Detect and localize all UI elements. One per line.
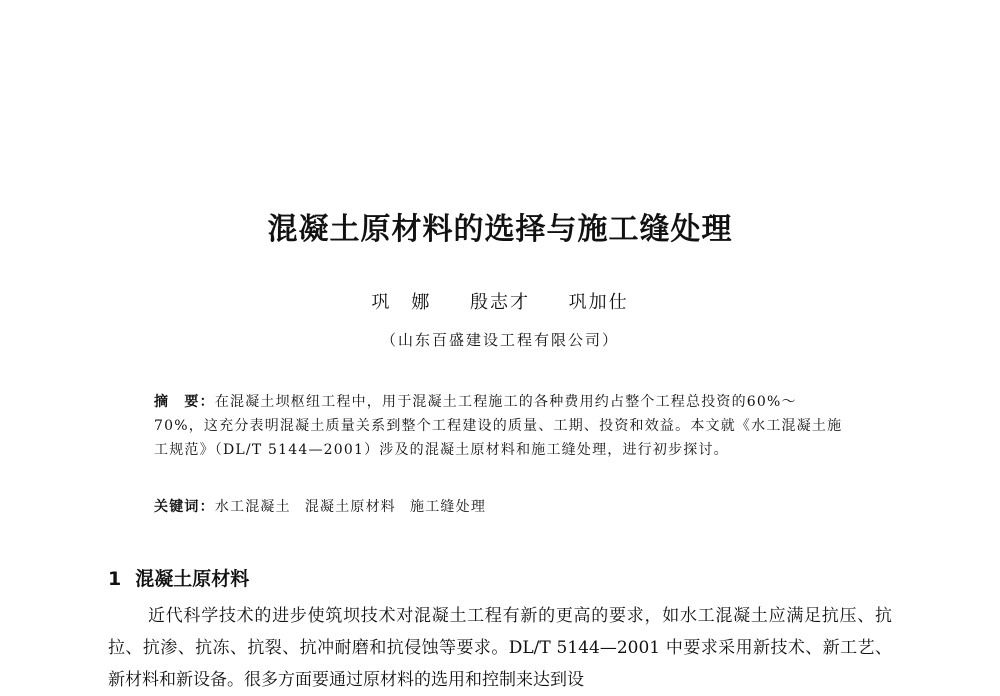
keywords (154, 496, 844, 516)
abstract-label: 摘 要： (154, 394, 215, 410)
keyword: 施工缝处理 (410, 499, 487, 515)
author-name: 巩加仕 (568, 292, 629, 313)
author-affiliation: （山东百盛建设工程有限公司） (380, 331, 619, 349)
keyword: 混凝土原材料 (304, 499, 397, 515)
section-number: 1 (108, 568, 122, 590)
abstract (154, 390, 844, 462)
author-list (0, 288, 1000, 314)
keyword: 水工混凝土 (214, 499, 291, 515)
section-title: 混凝土原材料 (135, 568, 250, 590)
section-heading (108, 564, 249, 591)
keywords-label: 关键词： (154, 499, 215, 515)
body-paragraph: 近代科学技术的进步使筑坝技术对混凝土工程有新的更高的要求，如水工混凝土应满足抗压、抗拉、抗渗、抗冻、抗裂、抗冲耐磨和抗侵蚀等要求。DL/T 5144—2001 中要求采用新技术、新工艺、新材料和新设备。很多方面要通过原材料的选用和控制来达到设 (108, 606, 892, 690)
paper-title: 混凝土原材料的选择与施工缝处理 (267, 212, 733, 247)
abstract-text: 在混凝土坝枢纽工程中，用于混凝土工程施工的各种费用约占整个工程总投资的60%～70%，这充分表明混凝土质量关系到整个工程建设的质量、工期、投资和效益。本文就《水工混凝土施工规范》（DL/T 5144—2001）涉及的混凝土原材料和施工缝处理，进行初步探讨。 (154, 394, 843, 458)
author-name: 殷志才 (470, 292, 530, 313)
author-name: 巩 娜 (371, 292, 432, 313)
